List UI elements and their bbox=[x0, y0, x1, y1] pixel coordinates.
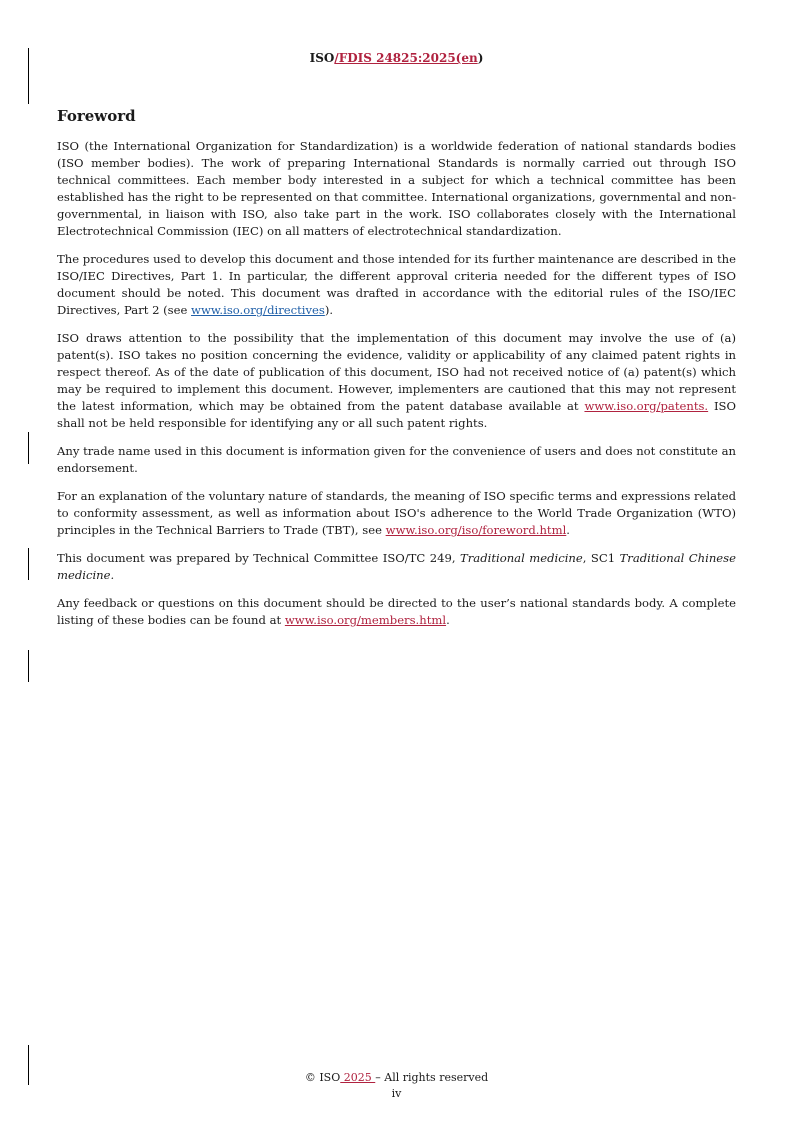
subcommittee-name: Traditional Chinese medicine. bbox=[57, 551, 736, 582]
page-footer bbox=[0, 1070, 793, 1102]
page-number: iv bbox=[391, 1087, 402, 1100]
copyright-rights: – All rights reserved bbox=[375, 1071, 489, 1084]
foreword-link[interactable]: www.iso.org/iso/foreword.html bbox=[385, 523, 567, 537]
change-bar bbox=[28, 650, 29, 682]
paragraph-text: ). bbox=[324, 303, 334, 317]
copyright-prefix: © ISO bbox=[304, 1071, 341, 1084]
paragraph-text: , SC1 bbox=[582, 551, 620, 565]
paragraph-patents bbox=[57, 330, 736, 432]
paragraph-feedback bbox=[57, 595, 736, 629]
document-header bbox=[0, 50, 793, 66]
change-bar bbox=[28, 548, 29, 580]
paragraph-text: ISO draws attention to the possibility that the implementation of this document may involve the use of (a) patent(s). ISO takes no position concerning the evidence, validity or applicability of any claimed patent rights in respect thereof. As of the date of publication of this document, ISO had not received notice of (a) patent(s) which may be required to implement this document. However, implementers are cautioned that this may not represent the latest information, which may be obtained from the patent database available at bbox=[57, 331, 736, 413]
patents-link[interactable]: www.iso.org/patents. bbox=[584, 399, 709, 413]
directives-link[interactable]: www.iso.org/directives bbox=[191, 303, 325, 317]
paragraph-text: . bbox=[566, 523, 570, 537]
paragraph-committee bbox=[57, 550, 736, 584]
paragraph-voluntary-nature bbox=[57, 488, 736, 539]
committee-name: Traditional medicine bbox=[460, 551, 583, 565]
change-bar bbox=[28, 432, 29, 464]
paragraph-text: The procedures used to develop this document and those intended for its further maintenance are described in the ISO/IEC Directives, Part 1. In particular, the different approval criteria needed for the different types of ISO document should be noted. This document was drafted in accordance with the editorial rules of the ISO/IEC Directives, Part 2 (see bbox=[57, 252, 736, 317]
copyright-year: 2025 bbox=[340, 1071, 376, 1084]
foreword-section bbox=[57, 106, 736, 640]
paragraph-iso-intro: ISO (the International Organization for Standardization) is a worldwide federation of national standards bodies (ISO member bodies). The work of preparing International Standards is normally carried out through ISO technical committees. Each member body interested in a subject for which a technical committee has been established has the right to be represented on that committee. International organizations, governmental and non-governmental, in liaison with ISO, also take part in the work. ISO collaborates closely with the International Electrotechnical Commission (IEC) on all matters of electrotechnical standardization. bbox=[57, 139, 736, 238]
paragraph-procedures bbox=[57, 251, 736, 319]
header-prefix: ISO bbox=[309, 51, 335, 65]
paragraph-text: This document was prepared by Technical Committee ISO/TC 249, bbox=[57, 551, 461, 565]
members-link[interactable]: www.iso.org/members.html bbox=[284, 613, 447, 627]
paragraph-trade-name: Any trade name used in this document is information given for the convenience of users and does not constitute an endorsement. bbox=[57, 444, 736, 475]
paragraph-text: . bbox=[446, 613, 450, 627]
foreword-title: Foreword bbox=[57, 107, 136, 125]
paragraph-text: Any feedback or questions on this document should be directed to the user’s national standards body. A complete listing of these bodies can be found at bbox=[57, 596, 736, 627]
copyright-line bbox=[0, 1070, 793, 1086]
header-suffix: ) bbox=[477, 51, 484, 65]
header-revision: /FDIS 24825:2025(en bbox=[334, 51, 478, 65]
paragraph-text: For an explanation of the voluntary nature of standards, the meaning of ISO specific terms and expressions related to conformity assessment, as well as information about ISO's adherence to the World Trade Organization (WTO) principles in the Technical Barriers to Trade (TBT), see bbox=[57, 489, 736, 537]
paragraph-text: ISO shall not be held responsible for identifying any or all such patent rights. bbox=[57, 399, 736, 430]
